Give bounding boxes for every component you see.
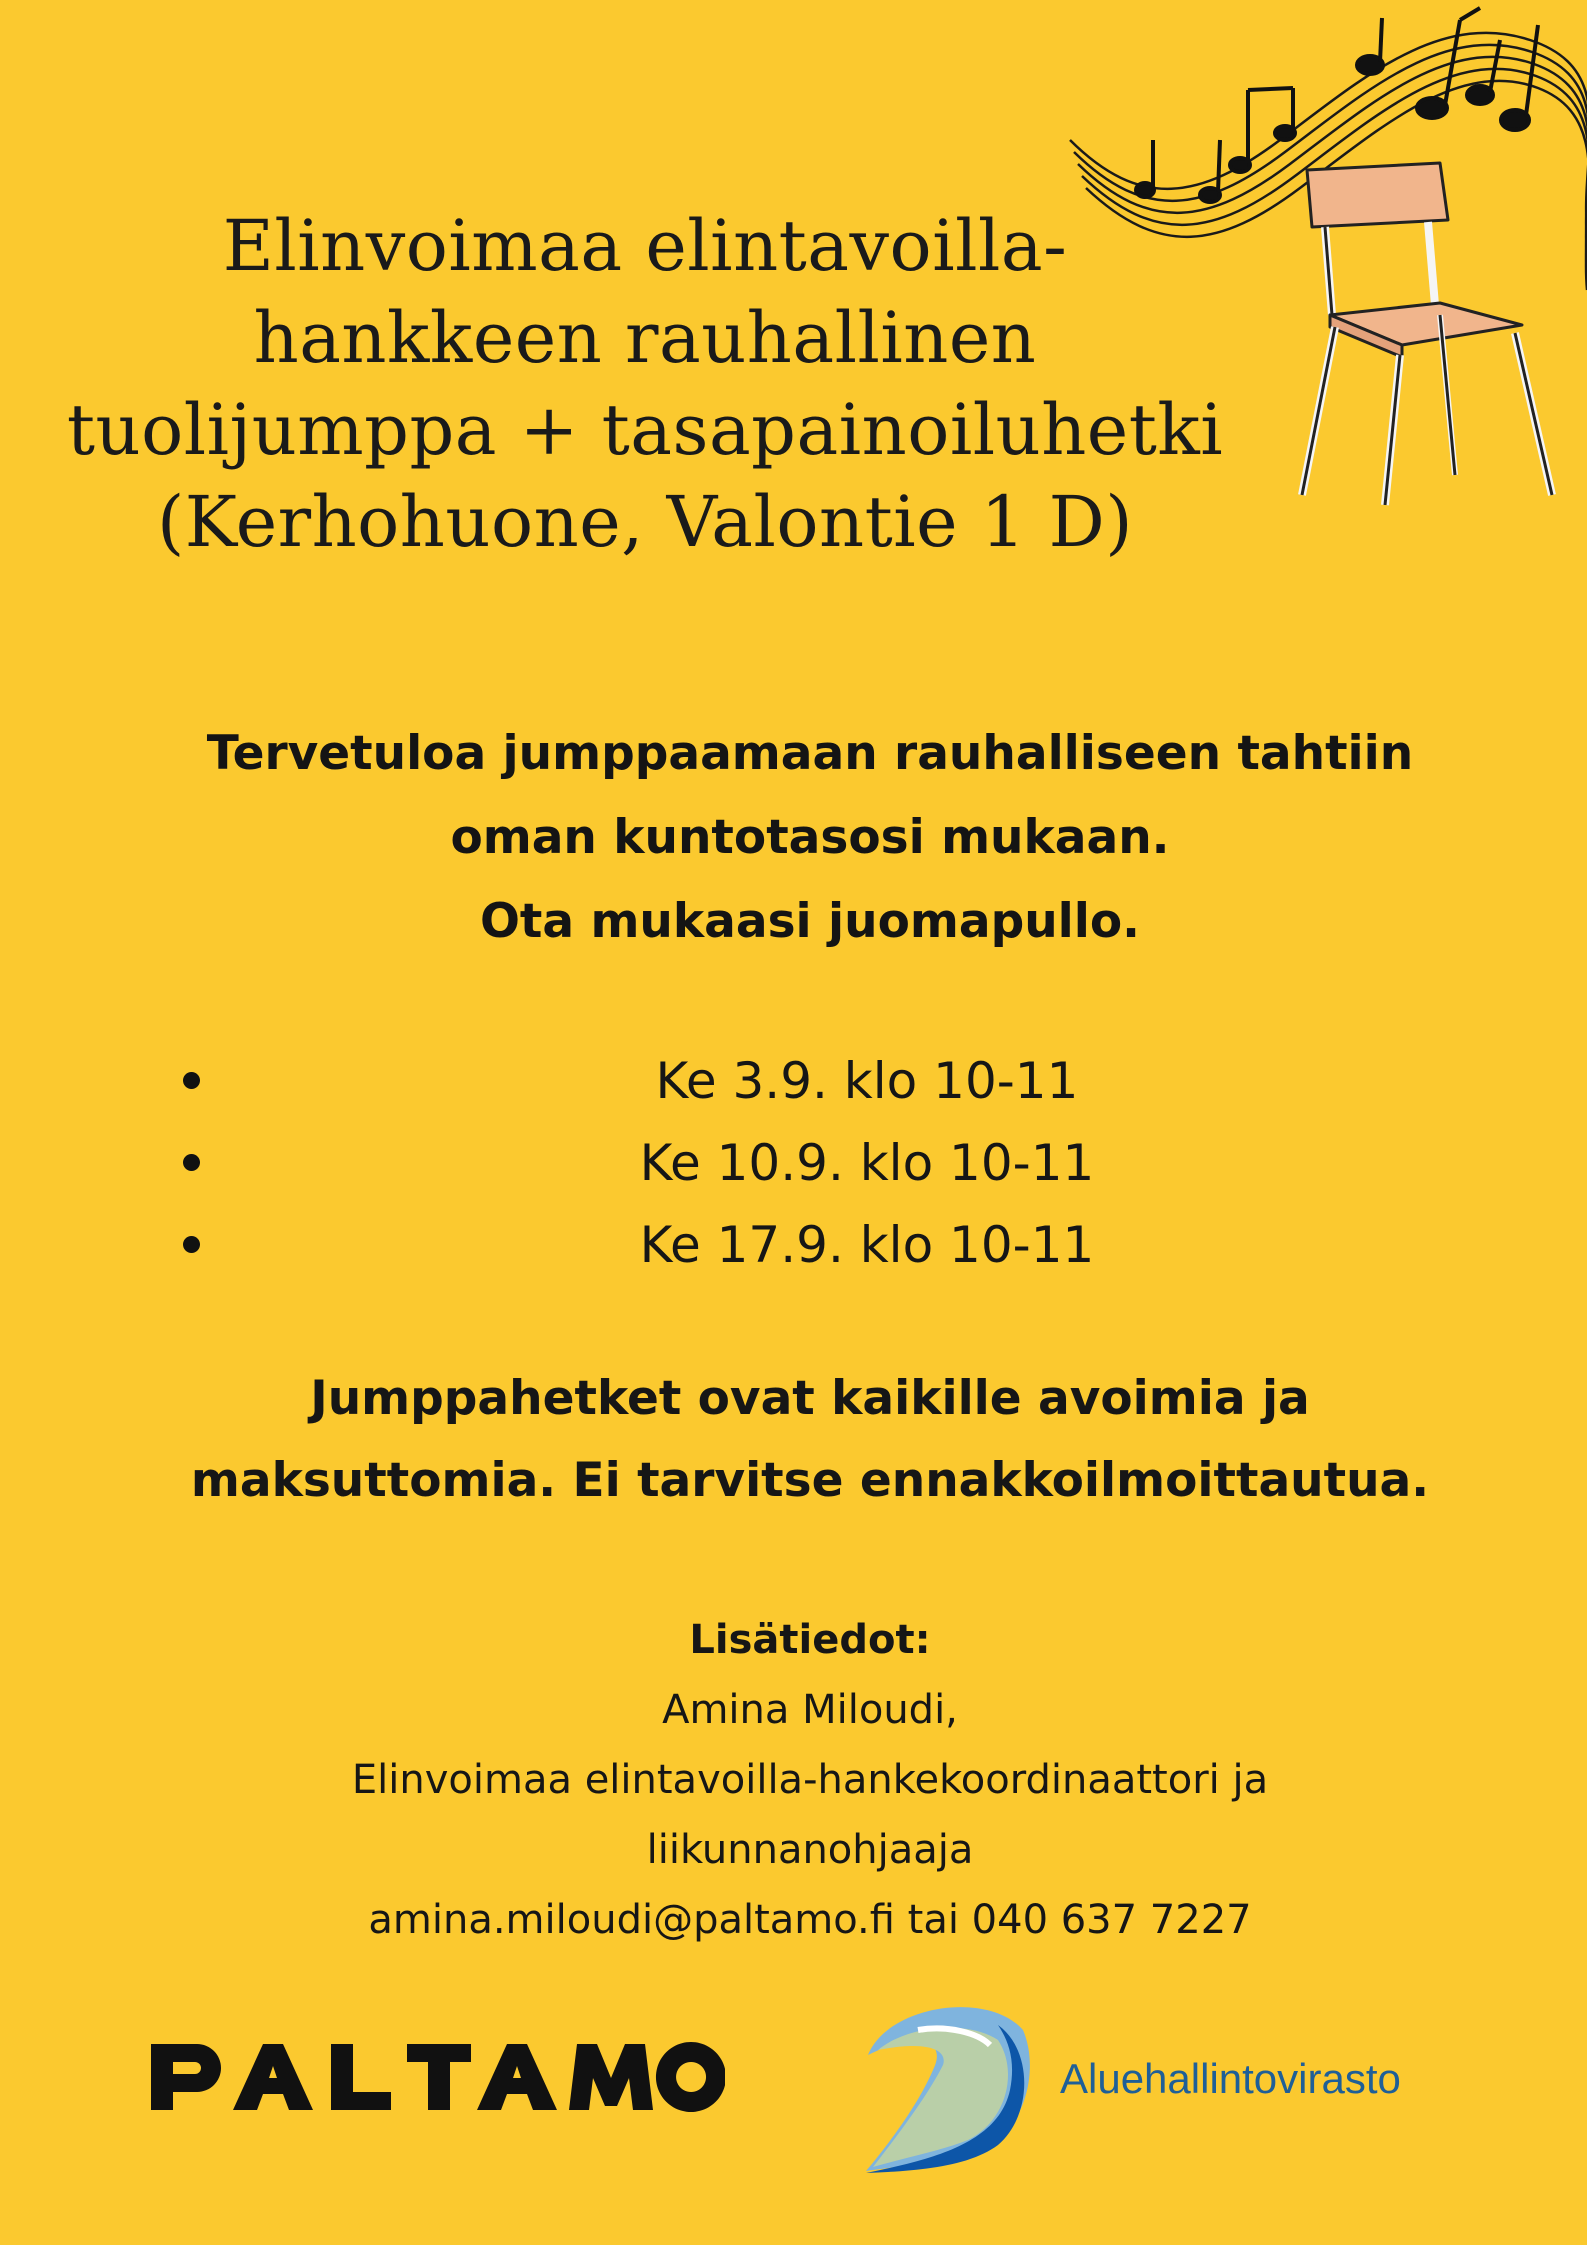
session-list [0, 1040, 1587, 1286]
session-date: Ke 10.9. klo 10-11 [639, 1134, 1095, 1192]
session-item [0, 1204, 1587, 1286]
bullet-icon [183, 1236, 200, 1253]
title-line: tuolijumppa + tasapainoiluhetki [66, 389, 1224, 471]
contact-role: Elinvoimaa elintavoilla-hankekoordinaattori ja [351, 1757, 1269, 1803]
aluehallintovirasto-logo-icon [848, 1995, 1038, 2175]
event-title [60, 200, 1230, 568]
session-item [0, 1122, 1587, 1204]
session-item [0, 1040, 1587, 1122]
contact-info [170, 1605, 1450, 1955]
contact-role: liikunnanohjaaja [646, 1827, 974, 1873]
intro-line: Ota mukaasi juomapullo. [479, 894, 1141, 949]
open-info-text [120, 1358, 1500, 1522]
title-line: Elinvoimaa elintavoilla- [222, 205, 1068, 287]
contact-heading: Lisätiedot: [689, 1617, 931, 1663]
session-date: Ke 3.9. klo 10-11 [655, 1052, 1079, 1110]
aluehallintovirasto-logo-text: Aluehallintovirasto [1060, 2055, 1401, 2102]
intro-line: Tervetuloa jumppaamaan rauhalliseen tahtiin [206, 726, 1414, 781]
title-line: (Kerhohuone, Valontie 1 D) [156, 481, 1134, 563]
bullet-icon [183, 1072, 200, 1089]
contact-details: amina.miloudi@paltamo.fi tai 040 637 7227 [368, 1897, 1252, 1943]
session-date: Ke 17.9. klo 10-11 [639, 1216, 1095, 1274]
title-line: hankkeen rauhallinen [253, 297, 1037, 379]
bullet-icon [183, 1154, 200, 1171]
paltamo-logo [145, 2032, 725, 2122]
contact-name: Amina Miloudi, [662, 1687, 958, 1733]
open-info-line: Jumppahetket ovat kaikille avoimia ja [310, 1371, 1310, 1426]
open-info-line: maksuttomia. Ei tarvitse ennakkoilmoittautua. [190, 1453, 1430, 1508]
chair-illustration [1290, 155, 1570, 515]
intro-line: oman kuntotasosi mukaan. [450, 810, 1170, 865]
welcome-text [120, 712, 1500, 964]
